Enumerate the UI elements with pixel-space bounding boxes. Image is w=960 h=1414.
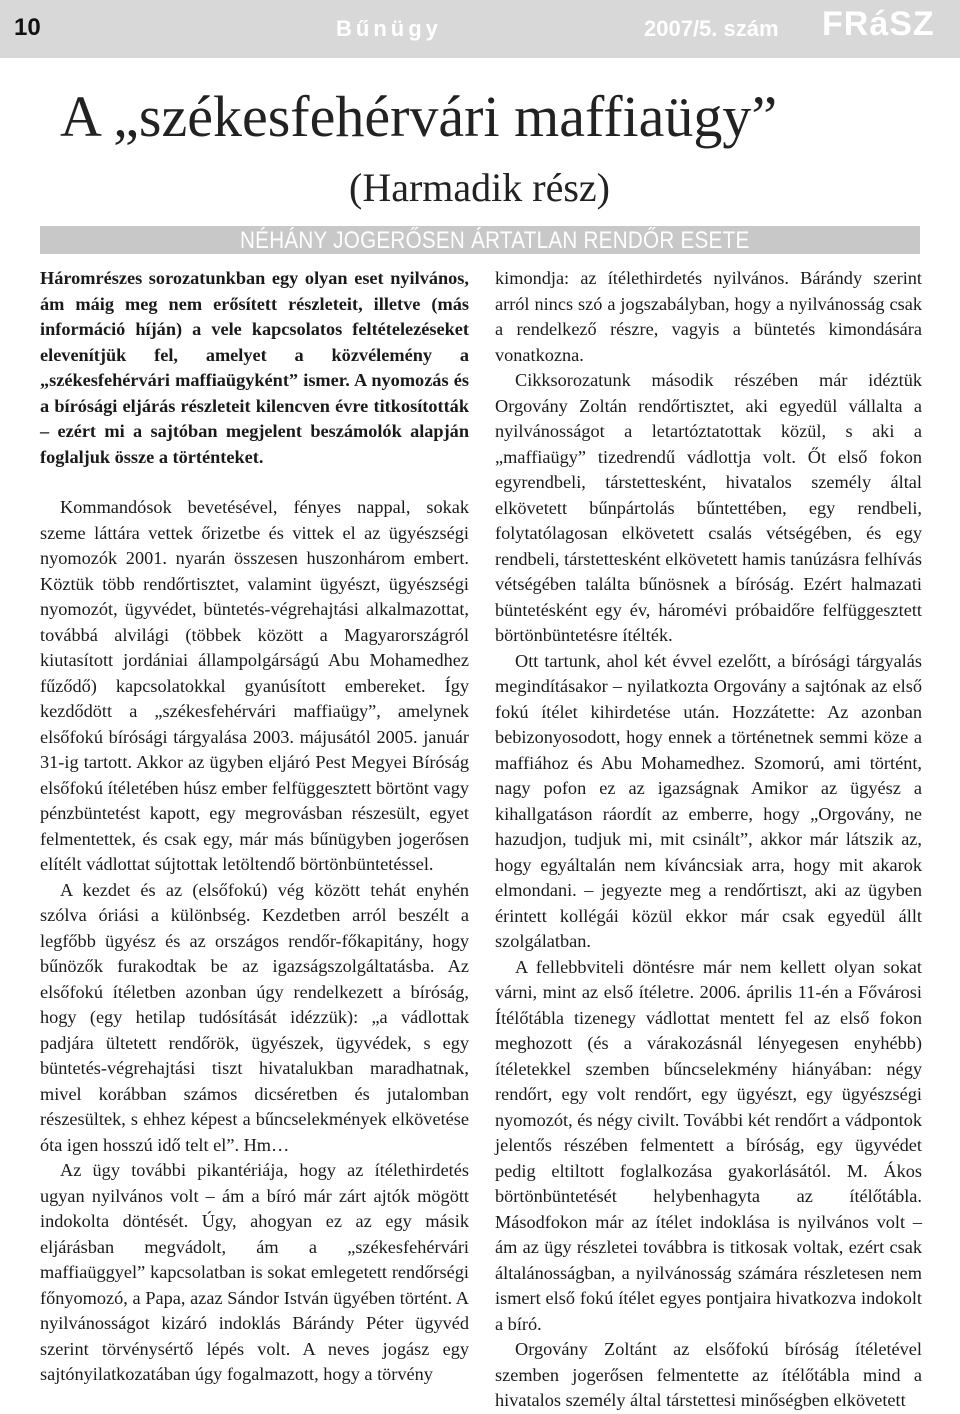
article-subtitle: (Harmadik rész) <box>349 165 610 210</box>
page-header <box>0 0 960 58</box>
issue-number: 2007/5. szám <box>644 16 779 41</box>
body-paragraph: Kommandósok bevetésével, fényes nappal, sokak szeme láttára vettek őrizetbe és vittek el az ügyészségi nyomozók 2001. nyarán összesen huszonhárom embert. Köztük több rendőrtisztet, valamint ügyészt, ügyészségi nyomozót, ügyvédet, büntetés-végrehajtási alkalmazottat, továbbá alvilági (többek között a Magyarországról kiutasított jordániai állampolgárságú Abu Mohamedhez fűződő) kapcsolatokkal gyanúsított embereket. Így kezdődött a „székesfehérvári maffiaügy”, amelynek elsőfokú bírósági tárgyalása 2003. májusától 2005. január 31-ig tartott. Akkor az ügyben eljáró Pest Megyei Bíróság elsőfokú ítéletében húsz ember felfüggesztett börtönt vagy pénzbüntetést kapott, egy megrovásban részesült, egyet felmentettek, és csak egy, már más bűnügyben jogerősen elítélt vádlottat sújtottak letöltendő börtönbüntetéssel. <box>40 497 469 874</box>
body-paragraph: Ott tartunk, ahol két évvel ezelőtt, a bírósági tárgyalás megindításakor – nyilatkozta Orgovány a sajtónak az első fokú ítélet kihirdetése után. Hozzátette: Az azonban bebizonyosodott, hogy ennek a történetnek semmi köze a maffiához és Abu Mohamedhez. Szomorú, ami történt, nagy pofon ez az igazságnak Amikor az ügyész a kihallgatáson ráordít az emberre, hogy „Orgovány, ne hazudjon, tudjuk mi, mit csinált”, akkor már látszik az, hogy egyáltalán nem kíváncsiak arra, hogy mit akarok elmondani. – jegyezte meg a rendőrtiszt, aki az ügyben érintett kollégái közül ekkor már csak egyedül állt szolgálatban. <box>495 650 922 951</box>
body-paragraph: A kezdet és az (elsőfokú) vég között tehát enyhén szólva óriási a különbség. Kezdetben arról beszélt a legfőbb ügyész és az országos rendőr-főkapitány, hogy bűnözők furakodtak be az igazságszolgáltatásba. Az elsőfokú ítéletben azonban úgy rendelkezett a bíróság, hogy (egy hetilap tudósítását idézzük): „a vádlottak padjára ültetett rendőrök, ügyészek, ügyvédek, s egy büntetés-végrehajtási tiszt hivatalukban maradhatnak, mivel korábban számos dicséretben és jutalomban részesültek, s ehhez képest a bűncselekmények elkövetése óta igen hosszú idő telt el”. Hm… <box>40 879 469 1155</box>
body-paragraph: Cikksorozatunk második részében már idéztük Orgovány Zoltán rendőrtisztet, aki egyedül vállalta a nyilvánosságot a letartóztatottak közül, s aki a „maffiaügy” tizedrendű vádlottja volt. Őt első fokon egyrendbeli, társtettesként, hivatalos személy által elkövetett bűnpártolás bűntettében, egy rendbeli, folytatólagosan elkövetett csalás vétségében, és egy rendbeli, társtettesként elkövetett hamis tanúzásra felhívás vétségében találta bűnösnek a bíróság. Ezért halmazati büntetésként egy év, háromévi próbaidőre felfüggesztett börtönbüntetésre ítélték. <box>495 370 922 645</box>
page-number: 10 <box>14 14 41 41</box>
article-lead: Háromrészes sorozatunkban egy olyan eset nyilvános, ám máig meg nem erősített részleteit, illetve (más információ híján) a vele kapcsolatos feltételezéseket elevenítjük fel, amelyet a közvélemény a „székesfehérvári maffiaügyként” ismer. A nyomozás és a bírósági eljárás részleteit kilencven évre titkosították – ezért mi a sajtóban megjelent beszámolók alapján foglaljuk össze a történteket. <box>40 268 469 467</box>
magazine-logo: FRáSZ <box>822 5 935 43</box>
body-paragraph: Az ügy további pikantériája, hogy az ítélethirdetés ugyan nyilvános volt – ám a bíró már zárt ajtók mögött indokolta döntését. Úgy, ahogyan ez az egy másik eljárásban megvádolt, ám a „székesfehérvári maffiaüggyel” kapcsolatban is sokat emlegetett rendőrségi főnyomozó, a Papa, azaz Sándor István ügyében történt. A nyilvánosságot kizáró indoklás Bárándy Péter ügyvéd szerint törvénysértő lépés volt. A neves jogász egy sajtónyilatkozatában úgy fogalmazott, hogy a törvény <box>40 1160 469 1384</box>
body-paragraph: kimondja: az ítélethirdetés nyilvános. Bárándy szerint arról nincs szó a jogszabályban, hogy a nyilvánosság csak a rendelkező részre, vagyis a büntetés kimondására vonatkozna. <box>495 268 922 365</box>
article-kicker: NÉHÁNY JOGERŐSEN ÁRTATLAN RENDŐR ESETE <box>240 227 750 254</box>
section-name: Bűnügy <box>336 16 442 41</box>
body-paragraph: A fellebbviteli döntésre már nem kellett olyan sokat várni, mint az első ítéletre. 2006. április 11-én a Fővárosi Ítélőtábla tizenegy vádlottat mentett fel az első fokon meghozott (és a várakozásnál lényegesen enyhébb) ítéletekkel szemben bűncselekmény hiányában: négy rendőrt, egy volt rendőrt, egy ügyészt, egy ügyészségi nyomozót, és négy civilt. További két rendőrt a vádpontok jelentős részében felmentett a bíróság, egy ügyvédet pedig eltiltott foglalkozása gyakorlásától. M. Ákos börtönbüntetését helybenhagyta az ítélőtábla. Másodfokon már az ítélet indoklása is nyilvános volt – ám az ügy részletei továbbra is titkosak voltak, ezért csak általánosságban, a nyilvánosság számára részletesen nem ismert első fokú ítélet egyes pontjaira hivatkozva indokolt a bíró. <box>495 956 922 1334</box>
body-paragraph: Orgovány Zoltánt az elsőfokú bíróság ítéletével szemben jogerősen felmentette az ítélőtábla mind a hivatalos személy által társtettesi minőségben elkövetett <box>495 1339 922 1410</box>
right-column <box>495 266 922 1414</box>
article-title: A „székesfehérvári maffiaügy” <box>60 84 778 149</box>
left-column <box>40 266 469 1388</box>
